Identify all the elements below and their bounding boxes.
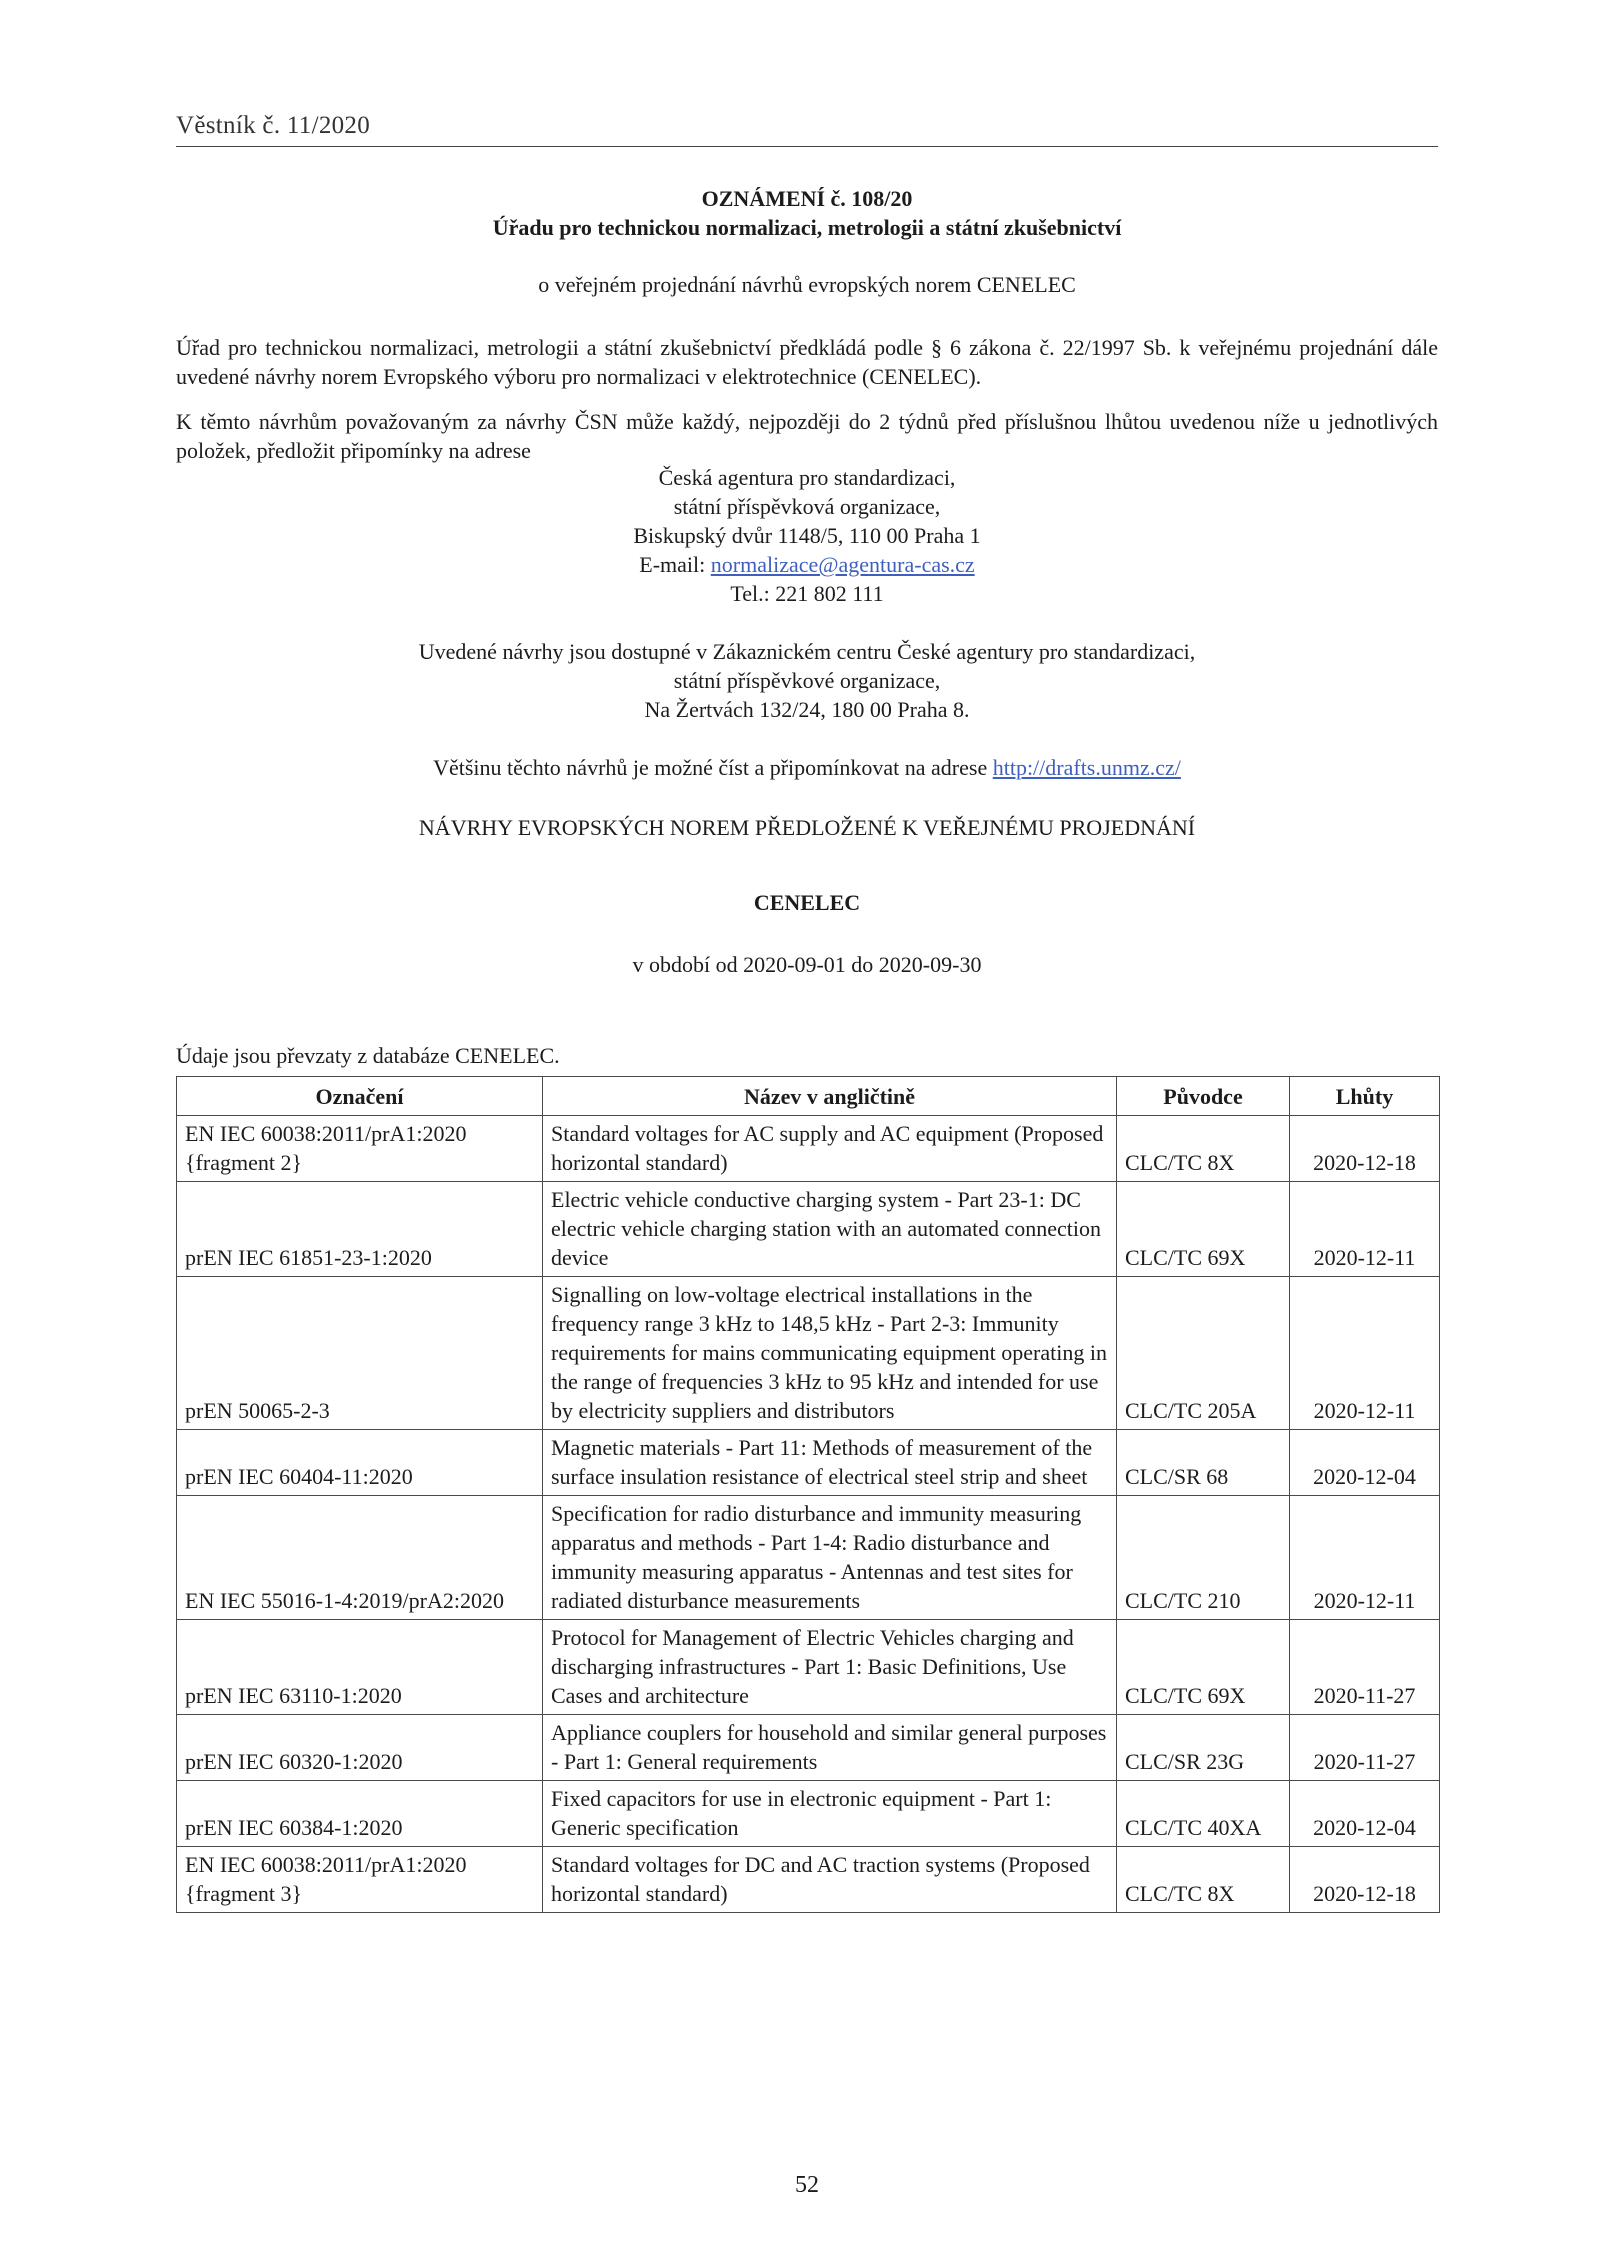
norm-deadline: 2020-12-04	[1290, 1430, 1440, 1496]
availability-organization: státní příspěvkové organizace,	[673, 668, 941, 693]
address-organization: státní příspěvková organizace,	[673, 494, 941, 519]
email-link[interactable]: normalizace@agentura-cas.cz	[710, 552, 975, 577]
norm-code: prEN 50065-2-3	[177, 1277, 543, 1430]
comments-paragraph: K těmto návrhům považovaným za návrhy ČSN může každý, nejpozději do 2 týdnů před příslušnou lhůtou uvedenou níže u jednotlivých položek, předložit připomínky na adrese	[176, 409, 1438, 463]
table-row	[177, 1715, 1440, 1781]
table-row	[177, 1496, 1440, 1620]
address-phone: Tel.: 221 802 111	[730, 581, 884, 606]
norm-origin: CLC/SR 23G	[1117, 1715, 1290, 1781]
notice-number: OZNÁMENÍ č. 108/20	[701, 186, 913, 211]
norm-title: Fixed capacitors for use in electronic equipment - Part 1: Generic specification	[543, 1781, 1117, 1847]
table-row	[177, 1430, 1440, 1496]
norm-origin: CLC/SR 68	[1117, 1430, 1290, 1496]
norm-deadline: 2020-12-11	[1290, 1496, 1440, 1620]
norm-title: Appliance couplers for household and similar general purposes - Part 1: General requirements	[543, 1715, 1117, 1781]
norm-title: Specification for radio disturbance and immunity measuring apparatus and methods - Part 1-4: Radio disturbance and immunity measuring apparatus - Antennas and test sites for radiated disturbance measurements	[543, 1496, 1117, 1620]
section-heading: NÁVRHY EVROPSKÝCH NOREM PŘEDLOŽENÉ K VEŘEJNÉMU PROJEDNÁNÍ	[418, 815, 1196, 840]
source-note: Údaje jsou převzaty z databáze CENELEC.	[176, 1043, 560, 1068]
norm-origin: CLC/TC 69X	[1117, 1620, 1290, 1715]
norm-origin: CLC/TC 8X	[1117, 1116, 1290, 1182]
table-row	[177, 1277, 1440, 1430]
norm-deadline: 2020-11-27	[1290, 1715, 1440, 1781]
table-row	[177, 1620, 1440, 1715]
norm-code: prEN IEC 63110-1:2020	[177, 1620, 543, 1715]
norm-origin: CLC/TC 205A	[1117, 1277, 1290, 1430]
organization-heading: CENELEC	[753, 890, 861, 915]
table-row	[177, 1847, 1440, 1913]
availability-address: Na Žertvách 132/24, 180 00 Praha 8.	[644, 697, 970, 722]
norm-deadline: 2020-12-18	[1290, 1847, 1440, 1913]
address-email	[176, 552, 1438, 578]
norm-deadline: 2020-12-11	[1290, 1277, 1440, 1430]
norm-title: Protocol for Management of Electric Vehicles charging and discharging infrastructures - Part 1: Basic Definitions, Use Cases and architecture	[543, 1620, 1117, 1715]
norm-code: EN IEC 60038:2011/prA1:2020 {fragment 2}	[177, 1116, 543, 1182]
table-row	[177, 1116, 1440, 1182]
table-header-row	[177, 1077, 1440, 1116]
table-row	[177, 1182, 1440, 1277]
notice-subject: o veřejném projednání návrhů evropských norem CENELEC	[538, 272, 1076, 297]
page-number: 52	[795, 2172, 819, 2198]
norm-code: EN IEC 60038:2011/prA1:2020 {fragment 3}	[177, 1847, 543, 1913]
norm-origin: CLC/TC 210	[1117, 1496, 1290, 1620]
table-row	[177, 1781, 1440, 1847]
norm-title: Signalling on low-voltage electrical installations in the frequency range 3 kHz to 148,5 kHz - Part 2-3: Immunity requirements for mains communicating equipment operating in the range of frequencies 3 kHz to 95 kHz and intended for use by electricity suppliers and distributors	[543, 1277, 1117, 1430]
column-header-code: Označení	[177, 1077, 543, 1116]
norm-title: Standard voltages for AC supply and AC equipment (Proposed horizontal standard)	[543, 1116, 1117, 1182]
norm-deadline: 2020-12-04	[1290, 1781, 1440, 1847]
norm-title: Magnetic materials - Part 11: Methods of measurement of the surface insulation resistance of electrical steel strip and sheet	[543, 1430, 1117, 1496]
norm-title: Electric vehicle conductive charging system - Part 23-1: DC electric vehicle charging station with an automated connection device	[543, 1182, 1117, 1277]
norm-deadline: 2020-12-18	[1290, 1116, 1440, 1182]
norm-code: EN IEC 55016-1-4:2019/prA2:2020	[177, 1496, 543, 1620]
intro-paragraph: Úřad pro technickou normalizaci, metrologii a státní zkušebnictví předkládá podle § 6 zákona č. 22/1997 Sb. k veřejnému projednání dále uvedené návrhy norem Evropského výboru pro normalizaci v elektrotechnice (CENELEC).	[176, 335, 1438, 389]
header-divider	[176, 146, 1438, 147]
norm-code: prEN IEC 61851-23-1:2020	[177, 1182, 543, 1277]
norm-deadline: 2020-11-27	[1290, 1620, 1440, 1715]
online-drafts-text: Většinu těchto návrhů je možné číst a připomínkovat na adrese	[433, 755, 993, 780]
norm-origin: CLC/TC 40XA	[1117, 1781, 1290, 1847]
address-agency: Česká agentura pro standardizaci,	[658, 465, 956, 490]
norm-code: prEN IEC 60404-11:2020	[177, 1430, 543, 1496]
column-header-origin: Původce	[1117, 1077, 1290, 1116]
column-header-deadline: Lhůty	[1290, 1077, 1440, 1116]
notice-office: Úřadu pro technickou normalizaci, metrologii a státní zkušebnictví	[492, 215, 1122, 240]
norm-title: Standard voltages for DC and AC traction systems (Proposed horizontal standard)	[543, 1847, 1117, 1913]
journal-header: Věstník č. 11/2020	[176, 112, 371, 139]
availability-center: Uvedené návrhy jsou dostupné v Zákaznickém centru České agentury pro standardizaci,	[418, 639, 1196, 664]
norm-code: prEN IEC 60320-1:2020	[177, 1715, 543, 1781]
column-header-title: Název v angličtině	[543, 1077, 1117, 1116]
norm-deadline: 2020-12-11	[1290, 1182, 1440, 1277]
norm-origin: CLC/TC 8X	[1117, 1847, 1290, 1913]
online-drafts-line	[176, 755, 1438, 781]
norms-table	[176, 1076, 1440, 1913]
drafts-link[interactable]: http://drafts.unmz.cz/	[992, 755, 1181, 780]
email-label: E-mail:	[639, 552, 711, 577]
norm-origin: CLC/TC 69X	[1117, 1182, 1290, 1277]
address-street: Biskupský dvůr 1148/5, 110 00 Praha 1	[633, 523, 981, 548]
norm-code: prEN IEC 60384-1:2020	[177, 1781, 543, 1847]
period-line: v období od 2020-09-01 do 2020-09-30	[632, 952, 982, 977]
